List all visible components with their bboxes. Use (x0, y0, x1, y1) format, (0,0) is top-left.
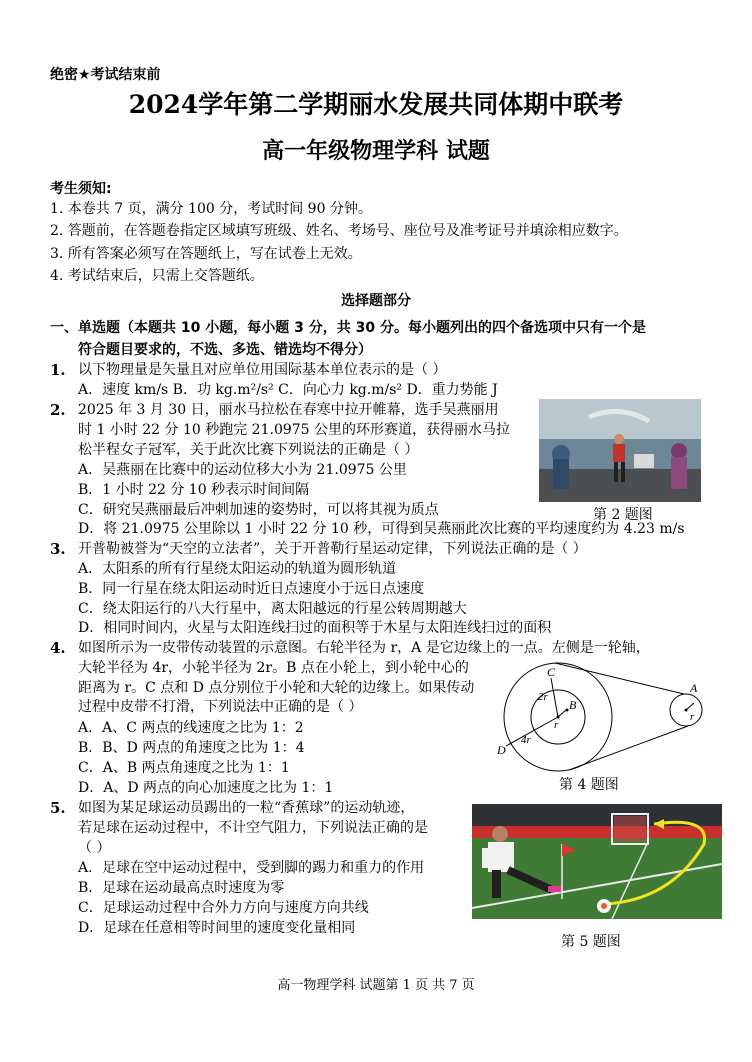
question-stem: 松半程女子冠军，关于此次比赛下列说法的正确是（ ） (78, 442, 419, 458)
question-number: 4. (50, 639, 66, 657)
option-a: A．吴燕丽在比赛中的运动位移大小为 21.0975 公里 (78, 462, 407, 478)
label-r-center: r (554, 719, 559, 731)
option-b: B．B、D 两点的角速度之比为 1：4 (78, 740, 305, 756)
confidential-mark: 绝密★考试结束前 (50, 67, 161, 83)
question-stem: 大轮半径为 4r，小轮半径为 2r。B 点在小轮上，到小轮中心的 (78, 660, 469, 676)
question-stem: （ ） (78, 840, 111, 856)
belt-drive-diagram (494, 662, 706, 774)
option-d: D．相同时间内，火星与太阳连线扫过的面积等于木星与太阳连线扫过的面积 (78, 620, 552, 636)
question-stem: 若足球在运动过程中，不计空气阻力，下列说法正确的是 (78, 820, 428, 836)
question-number: 3. (50, 540, 66, 558)
question-options: A．速度 km/s B．功 kg.m²/s² C．向心力 kg.m/s² D．重力势能 J (78, 382, 498, 398)
notice-item: 3. 所有答案必须写在答题纸上，写在试卷上无效。 (50, 246, 362, 262)
figure-caption: 第 4 题图 (559, 777, 619, 793)
option-b: B．1 小时 22 分 10 秒表示时间间隔 (78, 482, 310, 498)
label-d: D (497, 743, 506, 757)
option-c: C．研究吴燕丽最后冲刺加速的姿势时，可以将其视为质点 (78, 502, 439, 518)
notice-heading: 考生须知: (50, 181, 112, 197)
figure-caption: 第 5 题图 (561, 934, 621, 950)
option-b: B．足球在运动最高点时速度为零 (78, 880, 285, 896)
question-number: 1. (50, 361, 66, 379)
question-number: 2. (50, 401, 66, 419)
option-d: D．足球在任意相等时间里的速度变化量相同 (78, 920, 356, 936)
question-stem: 2025 年 3 月 30 日，丽水马拉松在春寒中拉开帷幕，选手吴燕丽用 (78, 402, 499, 418)
label-r-right: r (690, 711, 695, 723)
option-c: C．绕太阳运行的八大行星中，离太阳越远的行星公转周期越大 (78, 601, 467, 617)
section-title: 选择题部分 (341, 293, 411, 309)
option-a: A．足球在空中运动过程中，受到脚的踢力和重力的作用 (78, 860, 425, 876)
question-stem: 距离为 r。C 点和 D 点分别位于小轮和大轮的边缘上。如果传动 (78, 680, 475, 696)
question-stem: 开普勒被誉为“天空的立法者”，关于开普勒行星运动定律，下列说法正确的是（ ） (78, 541, 587, 557)
option-a: A．A、C 两点的线速度之比为 1：2 (78, 720, 304, 736)
notice-item: 1. 本卷共 7 页，满分 100 分，考试时间 90 分钟。 (50, 201, 372, 217)
label-4r: 4r (521, 734, 531, 746)
question-stem: 以下物理量是矢量且对应单位用国际基本单位表示的是（ ） (78, 362, 447, 378)
question-stem: 过程中皮带不打滑，下列说法中正确的是（ ） (78, 699, 363, 715)
question-number: 5. (50, 799, 66, 817)
option-c: C．A、B 两点角速度之比为 1：1 (78, 760, 290, 776)
option-c: C．足球运动过程中合外力方向与速度方向共线 (78, 900, 369, 916)
question-stem: 如图所示为一皮带传动装置的示意图。右轮半径为 r，A 是它边缘上的一点。左侧是一轮轴， (78, 640, 650, 656)
label-b: B (569, 698, 577, 712)
question-stem: 如图为某足球运动员踢出的一粒“香蕉球”的运动轨迹， (78, 800, 415, 816)
notice-item: 2. 答题前，在答题卷指定区域填写班级、姓名、考场号、座位号及准考证号并填涂相应数字。 (50, 223, 628, 239)
exam-subtitle: 高一年级物理学科 试题 (262, 138, 490, 164)
figure-caption: 第 2 题图 (593, 507, 653, 523)
label-a: A (690, 681, 698, 695)
notice-item: 4. 考试结束后，只需上交答题纸。 (50, 268, 264, 284)
part-one-heading-cont: 符合题目要求的，不选、多选、错选均不得分） (78, 342, 372, 358)
label-2r: 2r (538, 691, 548, 703)
page-footer: 高一物理学科 试题第 1 页 共 7 页 (277, 978, 475, 993)
part-one-heading: 一、单选题（本题共 10 小题，每小题 3 分，共 30 分。每小题列出的四个备选项中只有一个是 (50, 320, 646, 336)
soccer-photo (472, 804, 722, 919)
option-d: D．将 21.0975 公里除以 1 小时 22 分 10 秒，可得到吴燕丽此次比赛的平均速度约为 4.23 m/s (78, 521, 685, 537)
option-a: A．太阳系的所有行星绕太阳运动的轨道为圆形轨道 (78, 561, 397, 577)
option-b: B．同一行星在绕太阳运动时近日点速度小于远日点速度 (78, 581, 425, 597)
label-c: C (547, 665, 556, 679)
option-d: D．A、D 两点的向心加速度之比为 1：1 (78, 780, 334, 796)
exam-title: 2024学年第二学期丽水发展共同体期中联考 (128, 90, 624, 119)
question-stem: 时 1 小时 22 分 10 秒跑完 21.0975 公里的环形赛道，获得丽水马拉 (78, 422, 511, 438)
marathon-photo (539, 399, 701, 502)
